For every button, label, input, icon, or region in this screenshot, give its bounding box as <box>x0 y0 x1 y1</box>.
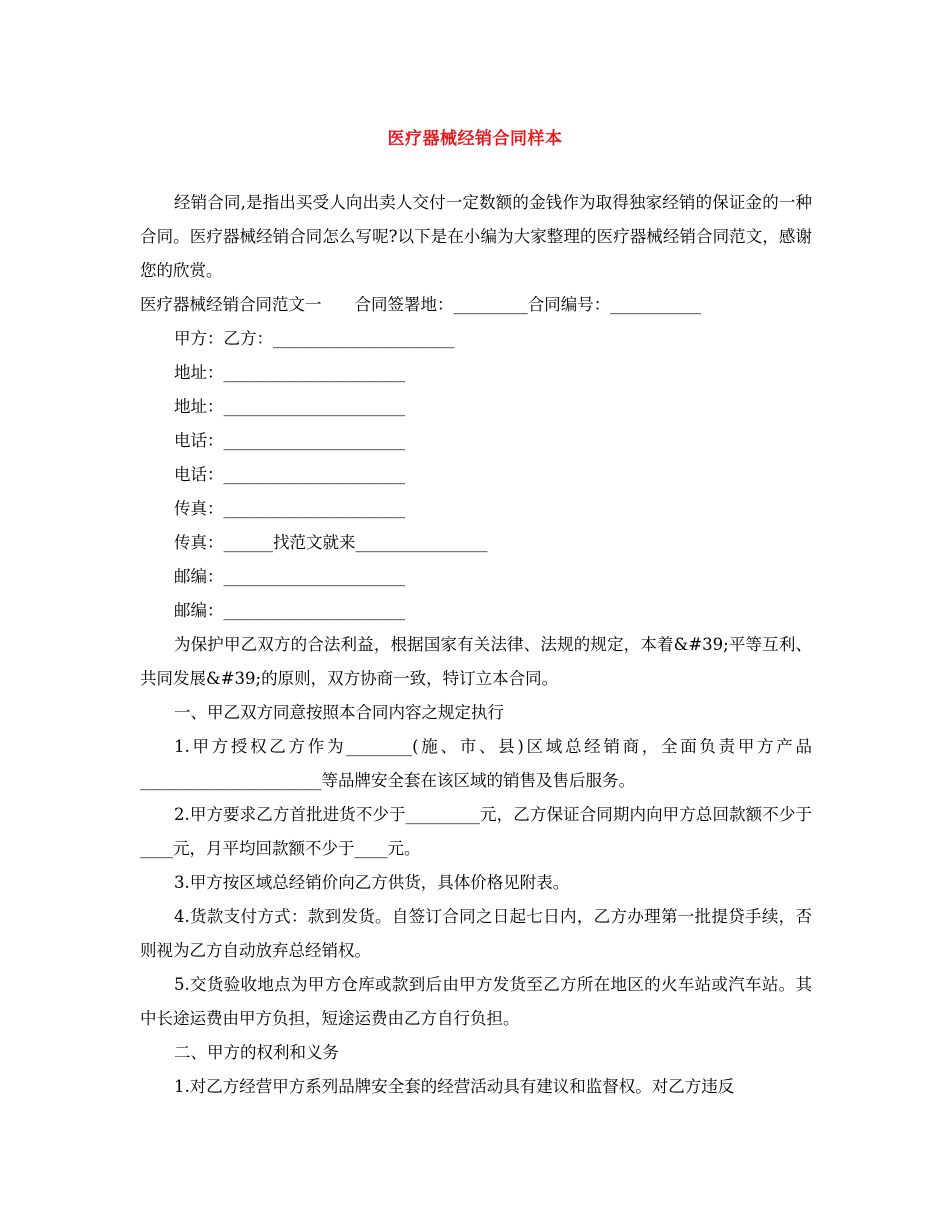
fax-field: 传真：______________________ <box>174 499 405 518</box>
section-2-title: 二、甲方的权利和义务 <box>174 1043 339 1062</box>
document-title: 医疗器械经销合同样本 <box>387 129 563 149</box>
section-1-title: 一、甲乙双方同意按照本合同内容之规定执行 <box>174 703 504 722</box>
party-field: 甲方：乙方：______________________ <box>174 329 455 348</box>
fax-field: 传真：______找范文就来________________ <box>174 533 488 552</box>
address-field: 地址：______________________ <box>174 363 405 382</box>
preamble-paragraph: 为保护甲乙双方的合法利益，根据国家有关法律、法规的规定，本着&#39;平等互利、共同发展&#39;的原则，双方协商一致，特订立本合同。 <box>140 635 812 688</box>
postcode-field: 邮编：______________________ <box>174 567 405 586</box>
address-field: 地址：______________________ <box>174 397 405 416</box>
postcode-field: 邮编：______________________ <box>174 601 405 620</box>
section-1-item: 1.甲方授权乙方作为________(施、市、县)区域总经销商，全面负责甲方产品______________________等品牌安全套在该区域的销售及售后服务。 <box>140 737 812 790</box>
section-1-item: 2.甲方要求乙方首批进货不少于_________元，乙方保证合同期内向甲方总回款额不少于____元，月平均回款额不少于____元。 <box>140 805 812 858</box>
section-2-item: 1.对乙方经营甲方系列品牌安全套的经营活动具有建议和监督权。对乙方违反 <box>174 1077 735 1096</box>
section-1-item: 3.甲方按区域总经销价向乙方供货，具体价格见附表。 <box>174 873 570 892</box>
intro-paragraph: 经销合同,是指出买受人向出卖人交付一定数额的金钱作为取得独家经销的保证金的一种合同。医疗器械经销合同怎么写呢?以下是在小编为大家整理的医疗器械经销合同范文，感谢您的欣赏。 <box>140 193 812 280</box>
phone-field: 电话：______________________ <box>174 431 405 450</box>
section-1-item: 5.交货验收地点为甲方仓库或款到后由甲方发货至乙方所在地区的火车站或汽车站。其中长途运费由甲方负担，短途运费由乙方自行负担。 <box>140 975 812 1028</box>
document-body <box>140 186 812 1104</box>
section-1-item: 4.货款支付方式：款到发货。自签订合同之日起七日内，乙方办理第一批提贷手续，否则视为乙方自动放弃总经销权。 <box>140 907 812 960</box>
contract-header-line: 医疗器械经销合同范文一 合同签署地：_________合同编号：___________ <box>140 295 701 314</box>
phone-field: 电话：______________________ <box>174 465 405 484</box>
